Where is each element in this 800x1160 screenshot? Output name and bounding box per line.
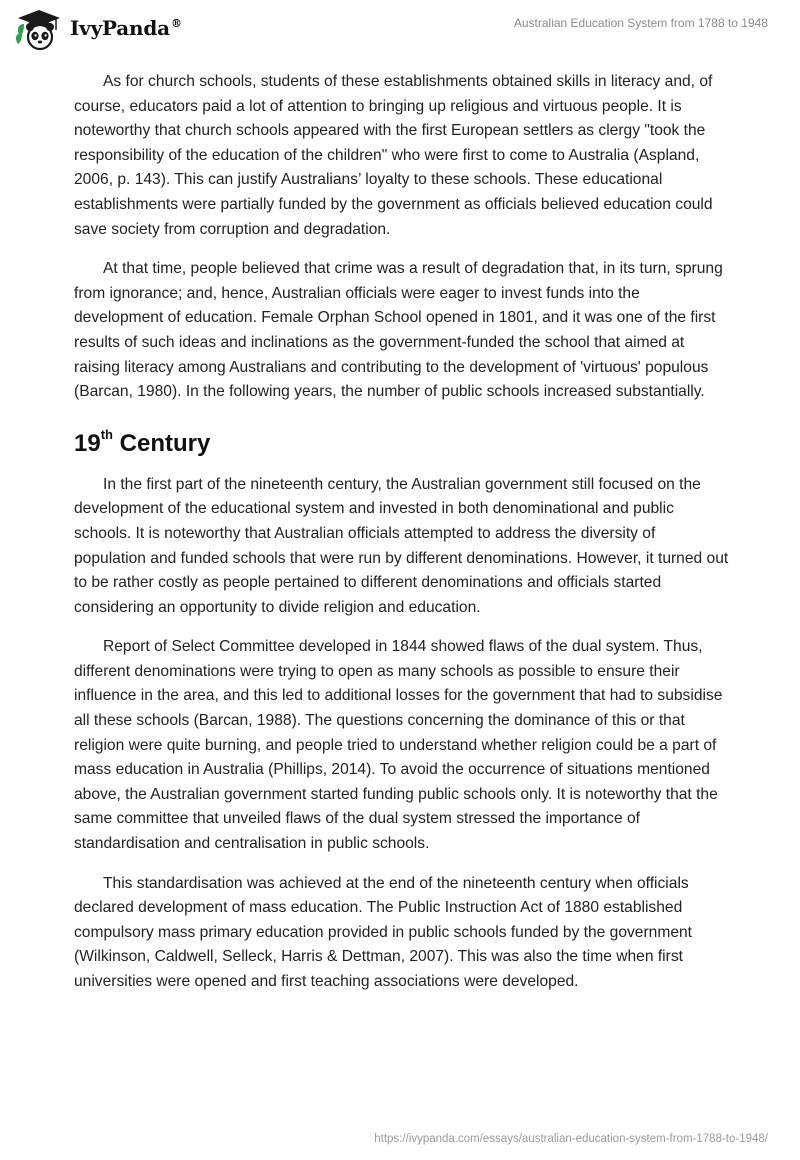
section-heading — [74, 423, 730, 459]
page-header — [0, 0, 800, 60]
paragraph: At that time, people believed that crime was a result of degradation that, in its turn, sprung from ignorance; and, hence, Australian officials were eager to invest funds into the development of education. Female Orphan School opened in 1801, and it was one of the first results of such ideas and inclinations as the government-funded the school that aimed at raising literacy among Australians and contributing to the development of 'virtuous' populous (Barcan, 1980). In the following years, the number of public schools increased substantially. — [74, 260, 723, 401]
source-url-link[interactable]: https://ivypanda.com/essays/australian-education-system-from-1788-to-1948/ — [374, 1133, 768, 1145]
essay-body — [74, 70, 730, 1010]
paragraph: In the first part of the nineteenth century, the Australian government still focused on the development of the educational system and invested in both denominational and public schools. It is noteworthy that Australian officials attempted to address the diversity of population and funded schools that were run by different denominations. However, it turned out to be rather costly as people pertained to different denominations and officials started considering an opportunity to divide religion and education. — [74, 475, 729, 616]
paragraph: As for church schools, students of these establishments obtained skills in literacy and, of course, educators paid a lot of attention to bringing up religious and virtuous people. It is noteworthy that church schools appeared with the first European settlers as clergy "took the responsibility of the education of the children" who were first to come to Australia (Aspland, 2006, p. 143). This can justify Australians’ loyalty to these schools. These educational establishments were partially funded by the government as officials believed education could save society from corruption and degradation. — [74, 73, 713, 238]
ivypanda-logo[interactable] — [14, 8, 182, 52]
section-heading-word: Century — [112, 429, 211, 457]
paragraph: This standardisation was achieved at the end of the nineteenth century when officials declared development of mass education. The Public Instruction Act of 1880 established compulsory mass primary education provided in public schools funded by the government (Wilkinson, Caldwell, Selleck, Harris & Dettman, 2007). This was also the time when first universities were opened and first teaching associations were developed. — [74, 874, 693, 990]
document-title: Australian Education System from 1788 to 1948 — [513, 16, 768, 30]
paragraph: Report of Select Committee developed in 1844 showed flaws of the dual system. Thus, different denominations were trying to open as many schools as possible to ensure their influence in the area, and this led to additional losses for the government that had to subsidise all these schools (Barcan, 1988). The questions concerning the dominance of this or that religion were quite burning, and people tried to understand whether religion could be a part of mass education in Australia (Phillips, 2014). To avoid the occurrence of situations mentioned above, the Australian government started funding public schools only. It is noteworthy that the same committee that unveiled flaws of the dual system stressed the importance of standardisation and centralisation in public schools. — [74, 638, 723, 853]
registered-mark: ® — [170, 17, 182, 31]
brand-name: IvyPanda® — [70, 16, 182, 40]
panda-graduate-icon — [14, 8, 64, 52]
section-heading-number: 19 — [74, 429, 101, 457]
section-heading-suffix: th — [100, 426, 113, 442]
